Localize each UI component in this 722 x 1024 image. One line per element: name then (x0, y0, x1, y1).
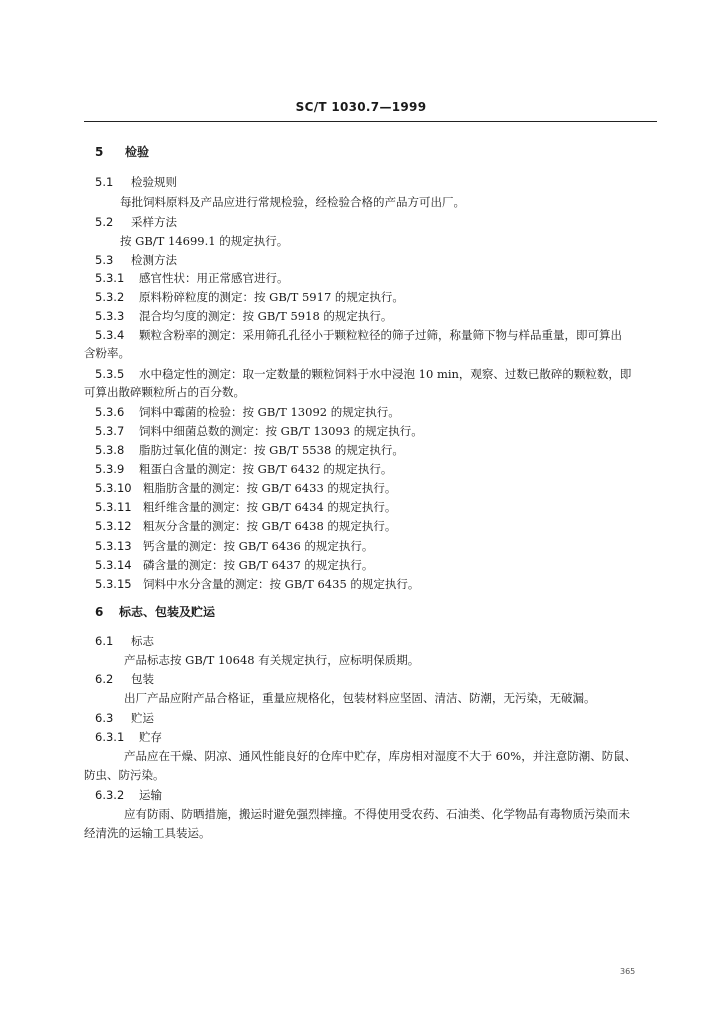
clause-5-3-4-continued: 含粉率。 (84, 346, 130, 360)
clause-text: 饲料中细菌总数的测定：按 GB/T 13093 的规定执行。 (139, 424, 423, 438)
clause-number: 5.3.8 (95, 443, 125, 457)
section-title: 贮运 (131, 711, 154, 725)
clause-number: 5.3.1 (95, 271, 125, 285)
section-title: 检验规则 (131, 175, 177, 189)
clause-5-3-2 (95, 290, 404, 304)
clause-text: 感官性状：用正常感官进行。 (139, 271, 289, 285)
section-5-heading (95, 145, 149, 159)
clause-5-3-15 (95, 577, 419, 591)
section-6-heading (95, 605, 215, 619)
clause-5-3-9 (95, 462, 392, 476)
section-5-3-heading (95, 253, 177, 267)
section-6-3-1-body-continued: 防虫、防污染。 (84, 768, 165, 782)
clause-5-3-8 (95, 443, 404, 457)
section-title: 包装 (131, 672, 154, 686)
clause-5-3-11 (95, 500, 396, 514)
section-title: 标志 (131, 634, 154, 648)
clause-number: 5.3.5 (95, 367, 125, 381)
clause-5-3-1 (95, 271, 289, 285)
section-number: 6.2 (95, 672, 114, 686)
clause-5-3-12 (95, 519, 396, 533)
clause-5-3-3 (95, 309, 392, 323)
header-rule (84, 121, 657, 122)
section-5-2-heading (95, 215, 177, 229)
section-5-2-body: 按 GB/T 14699.1 的规定执行。 (120, 234, 289, 248)
section-6-3-1-body: 产品应在干燥、阴凉、通风性能良好的仓库中贮存，库房相对湿度不大于 60%，并注意防潮、防鼠、 (124, 749, 637, 763)
clause-text: 粗灰分含量的测定：按 GB/T 6438 的规定执行。 (143, 519, 397, 533)
section-title: 贮存 (139, 730, 162, 744)
clause-text: 混合均匀度的测定：按 GB/T 5918 的规定执行。 (139, 309, 393, 323)
clause-number: 5.3.10 (95, 481, 132, 495)
clause-number: 5.3.11 (95, 500, 132, 514)
clause-text: 粗蛋白含量的测定：按 GB/T 6432 的规定执行。 (139, 462, 393, 476)
section-number: 5 (95, 145, 104, 159)
clause-text: 原料粉碎粒度的测定：按 GB/T 5917 的规定执行。 (139, 290, 404, 304)
section-6-3-2-body-continued: 经清洗的运输工具装运。 (84, 826, 211, 840)
clause-5-3-7 (95, 424, 423, 438)
clause-text: 饲料中霉菌的检验：按 GB/T 13092 的规定执行。 (139, 405, 400, 419)
clause-number: 5.3.9 (95, 462, 125, 476)
section-title: 检测方法 (131, 253, 177, 267)
section-6-3-heading (95, 711, 154, 725)
section-number: 6.1 (95, 634, 114, 648)
clause-5-3-4 (95, 328, 622, 342)
page-header: SC/T 1030.7—1999 (295, 100, 427, 114)
section-number: 5.2 (95, 215, 114, 229)
section-6-1-heading (95, 634, 154, 648)
clause-5-3-5-continued: 可算出散碎颗粒所占的百分数。 (84, 385, 245, 399)
clause-number: 5.3.14 (95, 558, 132, 572)
section-title: 标志、包装及贮运 (119, 605, 216, 619)
section-6-3-2-body: 应有防雨、防晒措施，搬运时避免强烈摔撞。不得使用受农药、石油类、化学物品有毒物质污染而未 (124, 807, 630, 821)
clause-5-3-6 (95, 405, 400, 419)
clause-number: 5.3.7 (95, 424, 125, 438)
clause-number: 5.3.2 (95, 290, 125, 304)
section-6-3-2-heading (95, 788, 162, 802)
clause-text: 磷含量的测定：按 GB/T 6437 的规定执行。 (143, 558, 374, 572)
clause-number: 5.3.12 (95, 519, 132, 533)
section-6-1-body: 产品标志按 GB/T 10648 有关规定执行，应标明保质期。 (124, 653, 420, 667)
section-6-2-body: 出厂产品应附产品合格证，重量应规格化，包装材料应坚固、清洁、防潮，无污染，无破漏。 (124, 691, 596, 705)
clause-text: 粗纤维含量的测定：按 GB/T 6434 的规定执行。 (143, 500, 397, 514)
section-number: 6 (95, 605, 104, 619)
section-5-1-body: 每批饲料原料及产品应进行常规检验，经检验合格的产品方可出厂。 (120, 195, 465, 209)
section-6-2-heading (95, 672, 154, 686)
clause-number: 5.3.4 (95, 328, 125, 342)
clause-text: 钙含量的测定：按 GB/T 6436 的规定执行。 (143, 539, 374, 553)
section-number: 6.3 (95, 711, 114, 725)
section-number: 6.3.1 (95, 730, 125, 744)
section-title: 采样方法 (131, 215, 177, 229)
clause-5-3-5 (95, 367, 631, 381)
page-number: 365 (620, 967, 636, 976)
clause-5-3-10 (95, 481, 396, 495)
section-number: 6.3.2 (95, 788, 125, 802)
clause-5-3-14 (95, 558, 373, 572)
clause-text: 饲料中水分含量的测定：按 GB/T 6435 的规定执行。 (143, 577, 420, 591)
section-number: 5.3 (95, 253, 114, 267)
clause-number: 5.3.3 (95, 309, 125, 323)
section-number: 5.1 (95, 175, 114, 189)
clause-text: 粗脂肪含量的测定：按 GB/T 6433 的规定执行。 (143, 481, 397, 495)
section-5-1-heading (95, 175, 177, 189)
clause-number: 5.3.6 (95, 405, 125, 419)
section-title: 运输 (139, 788, 162, 802)
clause-number: 5.3.15 (95, 577, 132, 591)
section-6-3-1-heading (95, 730, 162, 744)
clause-number: 5.3.13 (95, 539, 132, 553)
clause-5-3-13 (95, 539, 373, 553)
clause-text: 水中稳定性的测定：取一定数量的颗粒饲料于水中浸泡 10 min，观察、过数已散碎的颗粒数，即 (139, 367, 632, 381)
clause-text: 颗粒含粉率的测定：采用筛孔孔径小于颗粒粒径的筛子过筛，称量筛下物与样品重量，即可算出 (139, 328, 622, 342)
clause-text: 脂肪过氧化值的测定：按 GB/T 5538 的规定执行。 (139, 443, 404, 457)
section-title: 检验 (125, 145, 150, 159)
